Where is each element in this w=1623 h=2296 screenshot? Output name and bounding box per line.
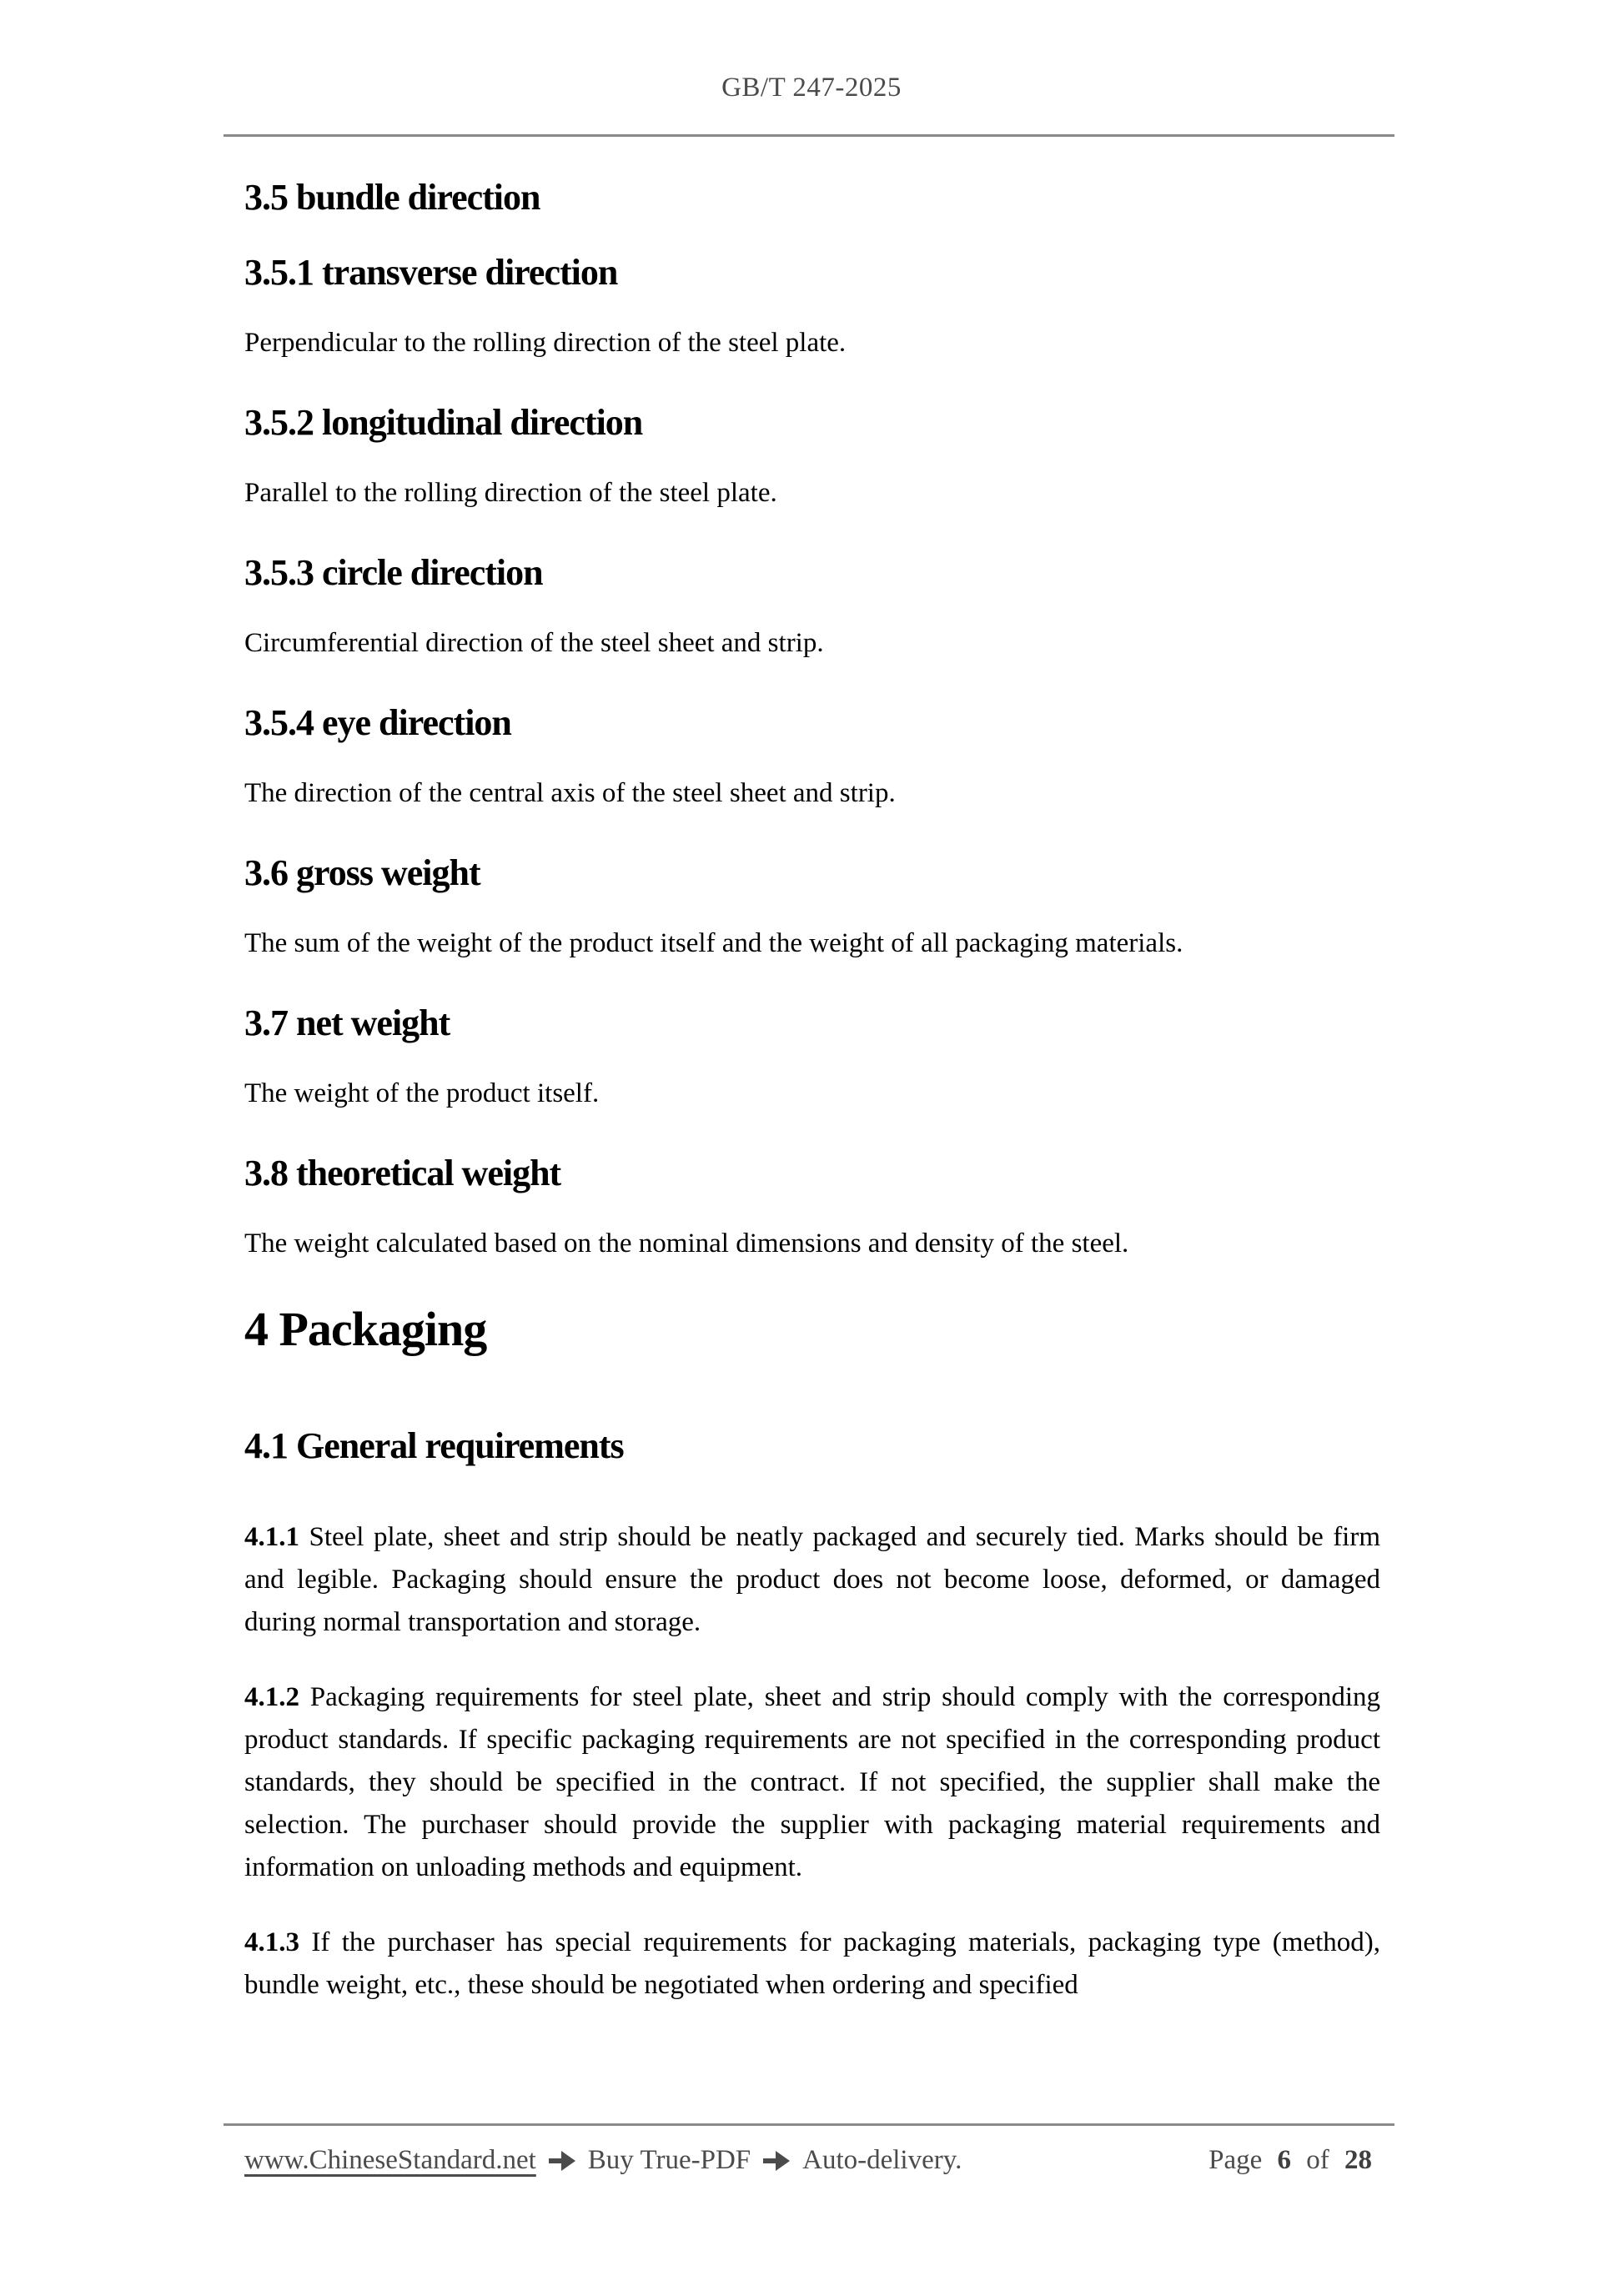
definition-3-7: The weight of the product itself. xyxy=(244,1078,600,1108)
right-arrow-icon xyxy=(548,2150,576,2172)
clause-4-1-3 xyxy=(244,1922,1380,2007)
heading-3-5-2: 3.5.2 longitudinal direction xyxy=(244,402,643,443)
clause-4-1-2 xyxy=(244,1676,1380,1889)
clause-4-1-1-text: Steel plate, sheet and strip should be neatly packaged and securely tied. Marks should be firm and legible. Packaging should ensure the product does not become loose, deformed, or damaged during normal transportation and storage. xyxy=(244,1522,1381,1637)
clause-4-1-1-number: 4.1.1 xyxy=(244,1522,299,1552)
heading-4-packaging: 4 Packaging xyxy=(244,1302,487,1356)
footer-action-delivery: Auto-delivery. xyxy=(802,2145,962,2175)
heading-3-7: 3.7 net weight xyxy=(244,1002,450,1043)
footer-info xyxy=(244,2139,962,2182)
definition-3-5-4: The direction of the central axis of the steel sheet and strip. xyxy=(244,778,896,808)
heading-3-5-4: 3.5.4 eye direction xyxy=(244,702,511,743)
footer-site-link[interactable]: www.ChineseStandard.net xyxy=(244,2145,536,2175)
clause-4-1-2-number: 4.1.2 xyxy=(244,1682,299,1712)
header-doc-number: GB/T 247-2025 xyxy=(721,73,902,103)
clause-4-1-3-number: 4.1.3 xyxy=(244,1927,299,1957)
heading-3-8: 3.8 theoretical weight xyxy=(244,1153,561,1193)
definition-3-8: The weight calculated based on the nominal dimensions and density of the steel. xyxy=(244,1228,1129,1259)
page-total: 28 xyxy=(1344,2145,1372,2175)
definition-3-5-2: Parallel to the rolling direction of the steel plate. xyxy=(244,478,777,508)
definition-3-5-3: Circumferential direction of the steel sheet and strip. xyxy=(244,628,824,658)
definition-3-5-1: Perpendicular to the rolling direction of the steel plate. xyxy=(244,328,847,358)
footer-rule xyxy=(224,2123,1394,2126)
of-label: of xyxy=(1306,2145,1329,2175)
document-content xyxy=(244,172,1380,2039)
clause-4-1-3-text: If the purchaser has special requirements for packaging materials, packaging type (method), bundle weight, etc., these should be negotiated when ordering and specified xyxy=(244,1927,1380,2000)
definition-3-6: The sum of the weight of the product itself and the weight of all packaging materials. xyxy=(244,928,1183,958)
right-arrow-icon xyxy=(762,2150,791,2172)
heading-4-1: 4.1 General requirements xyxy=(244,1425,624,1466)
heading-3-5: 3.5 bundle direction xyxy=(244,177,540,218)
page-current: 6 xyxy=(1277,2145,1291,2175)
page-label: Page xyxy=(1208,2145,1263,2175)
heading-3-6: 3.6 gross weight xyxy=(244,852,480,893)
page-indicator xyxy=(1208,2139,1380,2182)
clause-4-1-2-text: Packaging requirements for steel plate, sheet and strip should comply with the corresponding product standards. If specific packaging requirements are not specified in the corresponding product standards, they should be specified in the contract. If not specified, the supplier shall make the selection. The purchaser should provide the supplier with packaging material requirements and information on unloading methods and equipment. xyxy=(244,1682,1380,1882)
heading-3-5-3: 3.5.3 circle direction xyxy=(244,552,543,593)
page-footer xyxy=(244,2139,1380,2182)
heading-3-5-1: 3.5.1 transverse direction xyxy=(244,252,618,293)
clause-4-1-1 xyxy=(244,1516,1380,1644)
header-rule xyxy=(224,134,1394,137)
footer-action-buy: Buy True-PDF xyxy=(587,2145,751,2175)
